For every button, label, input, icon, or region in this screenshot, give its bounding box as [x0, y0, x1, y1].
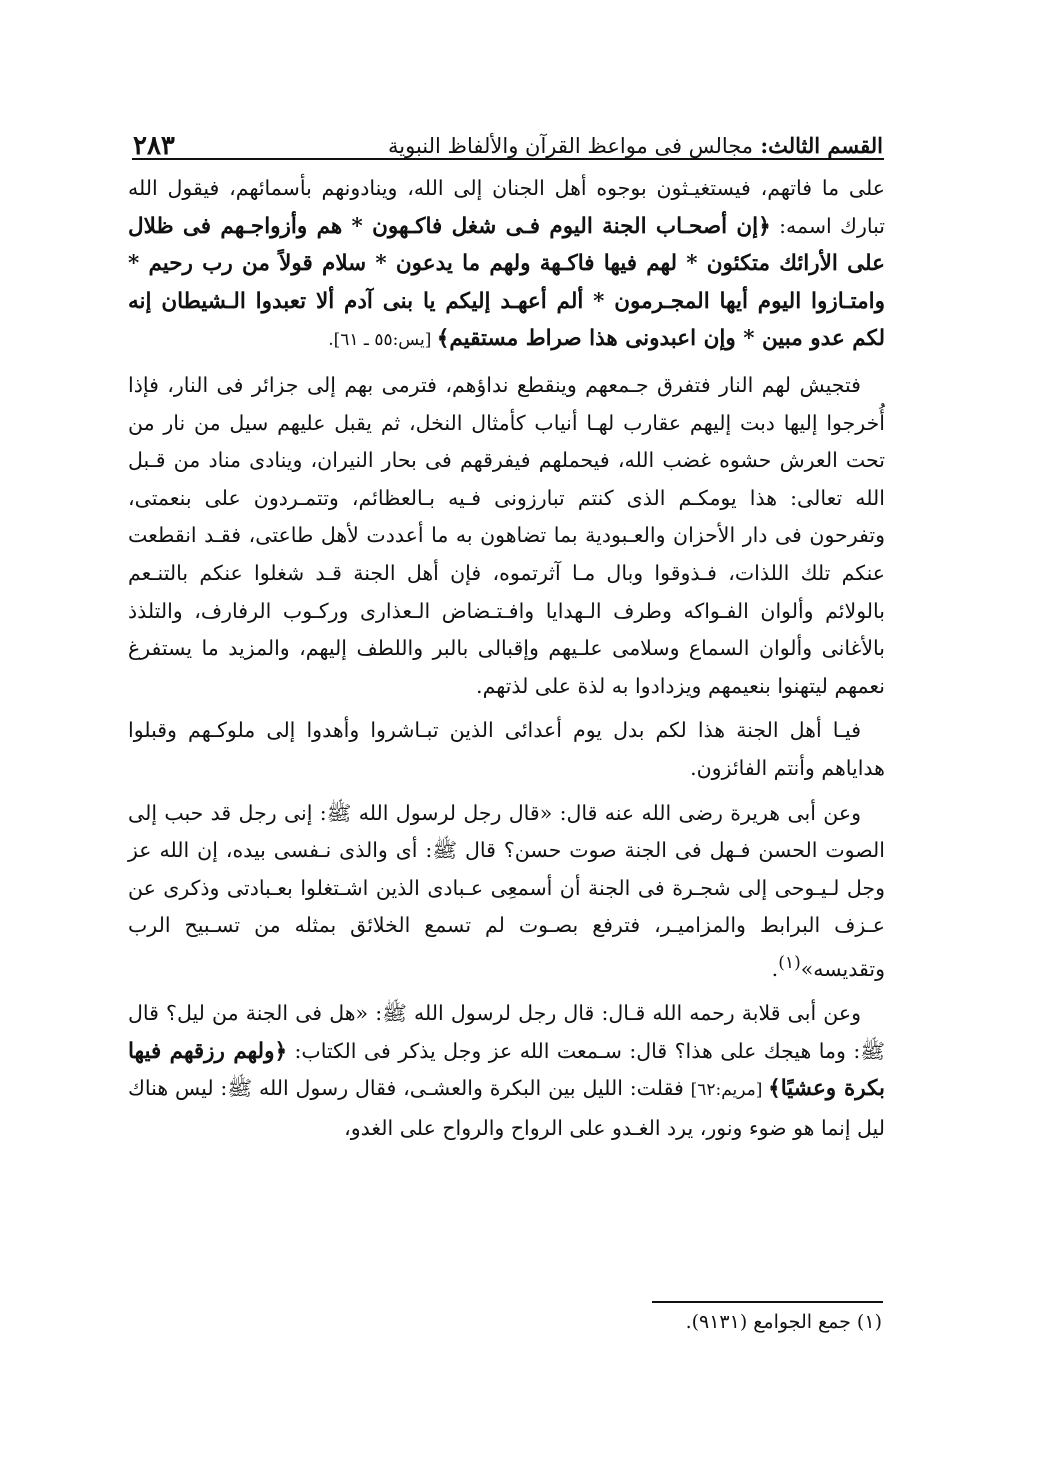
paragraph-text: وعن أبى هريرة رضى الله عنه قال: «قال رجل لرسول الله ﷺ: إنى رجل قد حبب إلى الصوت الحسن فـهل فى الجنة صوت حسن؟ قال ﷺ: أى والذى نـفسى بيده، إن الله عز وجل لـيـوحى إلى شجـرة فى الجنة أن أسمعِى عـبادى الذين اشـتغلوا بعـبادتى وذكرى عن عـزف البرابط والمزاميـر، فترفع بصـوت لم تسمع الخلائق بمثله من تسـبيح الرب وتقديسه» — [128, 800, 885, 981]
verse-reference: [مريم:٦٢] — [690, 1080, 769, 1101]
verse-reference: [يس:٥٥ ـ ٦١]. — [328, 330, 437, 351]
paragraph-4 — [128, 795, 885, 989]
paragraph-3: فيـا أهل الجنة هذا لكم بدل يوم أعدائى الذين تبـاشروا وأهدوا إلى ملوكـهم وقبلوا هداياهم وأنتم الفائزون. — [128, 718, 885, 780]
footnote-marker[interactable]: (١) — [778, 952, 801, 973]
paragraph-2: فتجيش لهم النار فتفرق جـمعهم وينقطع نداؤهم، فترمى بهم إلى جزائر فى النار، فإذا أُخرجوا إليها دبت إليهم عقارب لهـا أنياب كأمثال النخل، ثم يقبل عليهم سيل من نار من تحت العرش حشوه غضب الله، فيحملهم فيفرقهم فى بحار النيران، وينادى مناد من قـبل الله تعالى: هذا يومكـم الذى كنتم تبارزونى فـيه بـالعظائم، وتتمـردون على بنعمتى، وتفرحون فى دار الأحزان والعـبودية بما تضاهون به ما أعددت لأهل طاعتى، فقـد انقطعت عنكم تلك اللذات، فـذوقوا وبال مـا آثرتموه، فإن أهل الجنة قـد شغلوا عنكم بالتنـعم بالولائم وألوان الفـواكه وطرف الـهدايا وافـتـضاض الـعذارى وركـوب الرفارف، والتلذذ بالأغانى وألوان السماع وسلامى علـيهم وإقبالى بالبر واللطف إليهم، والمزيد ما يستفرغ نعمهم ليتهنوا بنعيمهم ويزدادوا به لذة على لذتهم. — [128, 372, 885, 698]
page-number: ٢٨٣ — [133, 131, 175, 161]
paragraph-text: على ما فاتهم، فيستغيـثون بوجوه أهل الجنان إلى الله، وينادونهم بأسمائهم، فيقول الله تبارك اسمه: — [128, 176, 885, 238]
section-label: القسم الثالث: — [760, 133, 883, 158]
quran-verse: ﴿إن أصحـاب الجنة اليوم فـى شغل فاكـهون * هم وأزواجـهم فى ظلال على الأرائك متكئون * لهم فيها فاكـهة ولهم ما يدعون * سلام قولاً من رب رحيم * وامتـازوا اليوم أيها المجـرمون * ألم أعهـد إليكم يا بنى آدم ألا تعبدوا الـشيطان إنه لكم عدو مبين * وإن اعبدونى هذا صراط مستقيم﴾ — [128, 213, 885, 352]
paragraph-text-continued: فقلت: الليل بين البكرة والعشـى، فقال رسول الله ﷺ: ليس هناك ليل إنما هو ضوء ونور، يرد الغـدو على الرواح والرواح على الغدو، — [128, 1076, 885, 1141]
main-text — [128, 170, 885, 1155]
footnote-divider — [652, 1301, 883, 1303]
running-header — [133, 118, 883, 160]
footnote: (١) جمع الجوامع (٩١٣١). — [685, 1311, 882, 1333]
paragraph-1 — [128, 170, 885, 360]
header-title — [388, 132, 883, 160]
quran-verse: ﴿ولهم رزقهم فيها بكرة وعشيًا﴾ — [128, 1038, 885, 1102]
sentence-end: . — [771, 956, 779, 981]
book-title: مجالس فى مواعظ القرآن والألفاظ النبوية — [388, 134, 754, 158]
header-divider — [132, 158, 884, 160]
paragraph-5 — [128, 995, 885, 1147]
paragraph-text: وعن أبى قلابة رحمه الله قـال: قال رجل لرسول الله ﷺ: «هل فى الجنة من ليل؟ قال ﷺ: وما هيجك على هذا؟ قال: سـمعت الله عز وجل يذكر فى الكتاب: — [128, 1001, 885, 1063]
